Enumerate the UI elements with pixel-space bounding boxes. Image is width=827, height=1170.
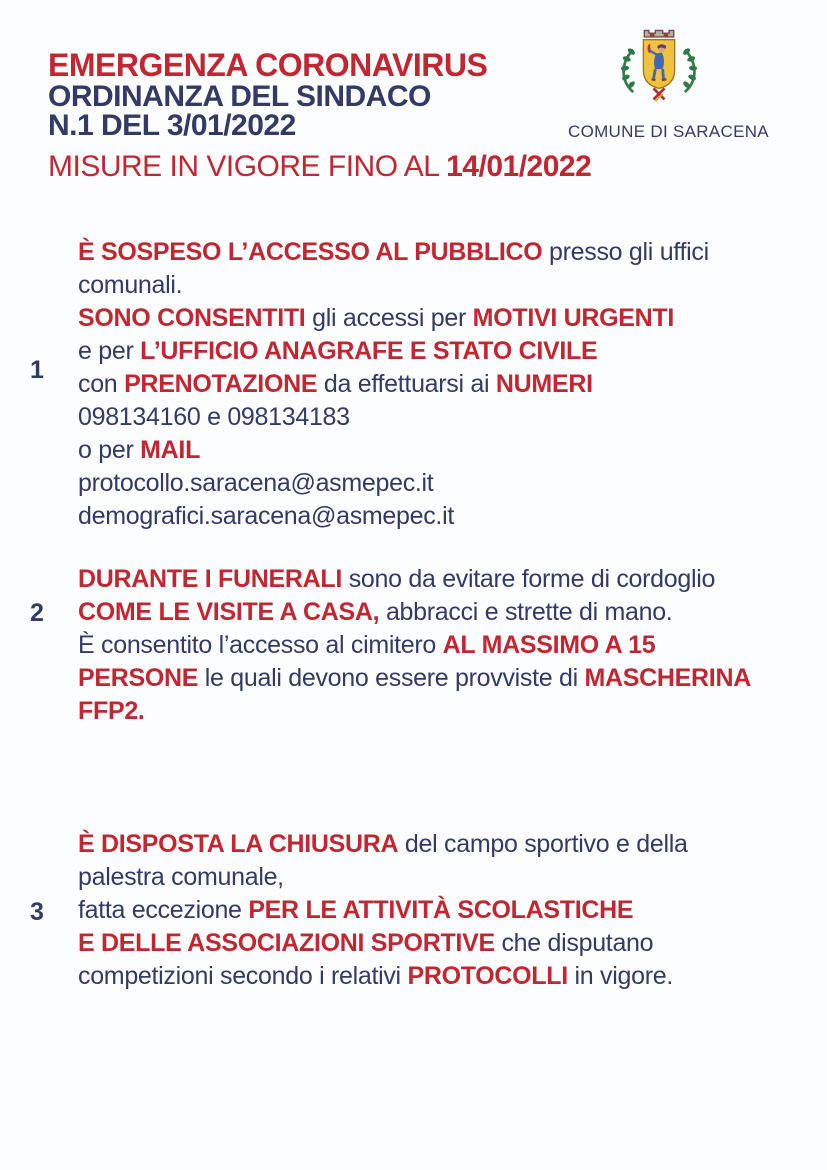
validity-date: 14/01/2022 bbox=[446, 150, 592, 183]
main-title: EMERGENZA CORONAVIRUS bbox=[48, 47, 488, 83]
validity-prefix: MISURE IN VIGORE FINO AL bbox=[48, 150, 447, 183]
body-text: che disputano bbox=[494, 929, 654, 957]
measure-number: 3 bbox=[30, 898, 44, 926]
poster-header bbox=[48, 48, 591, 184]
body-text: gli accessi per bbox=[305, 304, 473, 332]
text-line bbox=[78, 629, 827, 662]
emphasis-text: PROTOCOLLI bbox=[407, 962, 568, 990]
emphasis-text: L’UFFICIO ANAGRAFE E STATO CIVILE bbox=[140, 337, 598, 365]
text-line bbox=[78, 401, 827, 434]
emphasis-text: SONO CONSENTITI bbox=[78, 304, 306, 332]
emphasis-text: MAIL bbox=[140, 436, 201, 464]
emphasis-text: MOTIVI URGENTI bbox=[472, 304, 675, 332]
body-text: È consentito l’accesso al cimitero bbox=[78, 631, 443, 659]
emphasis-text: E DELLE ASSOCIAZIONI SPORTIVE bbox=[78, 929, 495, 957]
measure-text bbox=[78, 236, 827, 533]
emphasis-text: AL MASSIMO A 15 bbox=[442, 631, 656, 659]
body-text: 098134160 e 098134183 bbox=[78, 403, 350, 431]
text-line bbox=[78, 861, 827, 894]
body-text: palestra comunale, bbox=[78, 863, 284, 891]
emphasis-text: FFP2. bbox=[78, 697, 145, 725]
measure-section-1 bbox=[0, 236, 827, 533]
measure-text bbox=[78, 828, 827, 993]
body-text: e per bbox=[78, 337, 141, 365]
emphasis-text: COME LE VISITE A CASA, bbox=[78, 598, 380, 626]
measure-section-3 bbox=[0, 828, 827, 993]
body-text: da effettuarsi ai bbox=[317, 370, 496, 398]
measure-number: 2 bbox=[30, 599, 44, 627]
body-text: competizioni secondo i relativi bbox=[78, 962, 408, 990]
text-line bbox=[78, 467, 827, 500]
ordinance-line-1: ORDINANZA DEL SINDACO bbox=[48, 80, 431, 113]
text-line bbox=[78, 894, 827, 927]
emphasis-text: MASCHERINA bbox=[584, 664, 751, 692]
body-text: protocollo.saracena@asmepec.it bbox=[78, 469, 434, 497]
emphasis-text: È SOSPESO L’ACCESSO AL PUBBLICO bbox=[78, 238, 543, 266]
body-text: con bbox=[78, 370, 125, 398]
body-text: fatta eccezione bbox=[78, 896, 249, 924]
body-text: comunali. bbox=[78, 271, 183, 299]
emphasis-text: PER LE ATTIVITÀ SCOLASTICHE bbox=[248, 896, 634, 924]
text-line bbox=[78, 596, 827, 629]
emphasis-text: PRENOTAZIONE bbox=[124, 370, 318, 398]
body-text: demografici.saracena@asmepec.it bbox=[78, 502, 454, 530]
municipality-name: COMUNE DI SARACENA bbox=[568, 122, 769, 141]
body-text: in vigore. bbox=[567, 962, 673, 990]
body-text: sono da evitare forme di cordoglio bbox=[342, 565, 716, 593]
body-text: presso gli uffici bbox=[542, 238, 709, 266]
text-line bbox=[78, 662, 827, 695]
text-line bbox=[78, 269, 827, 302]
text-line bbox=[78, 927, 827, 960]
measure-section-2 bbox=[0, 563, 827, 728]
body-text: del campo sportivo e della bbox=[398, 830, 688, 858]
validity-line bbox=[48, 150, 591, 184]
emphasis-text: NUMERI bbox=[495, 370, 593, 398]
body-text: o per bbox=[78, 436, 141, 464]
text-line bbox=[78, 500, 827, 533]
emphasis-text: È DISPOSTA LA CHIUSURA bbox=[78, 830, 399, 858]
text-line bbox=[78, 335, 827, 368]
saracena-coat-of-arms-icon bbox=[613, 24, 705, 116]
body-text: le quali devono essere provviste di bbox=[198, 664, 585, 692]
emphasis-text: PERSONE bbox=[78, 664, 199, 692]
ordinance-line-2: N.1 DEL 3/01/2022 bbox=[48, 109, 296, 142]
text-line bbox=[78, 434, 827, 467]
text-line bbox=[78, 695, 827, 728]
text-line bbox=[78, 236, 827, 269]
text-line bbox=[78, 960, 827, 993]
emphasis-text: DURANTE I FUNERALI bbox=[78, 565, 343, 593]
body-text: abbracci e strette di mano. bbox=[379, 598, 673, 626]
text-line bbox=[78, 368, 827, 401]
text-line bbox=[78, 302, 827, 335]
municipality-brand bbox=[568, 24, 769, 142]
measure-number: 1 bbox=[30, 356, 44, 384]
measure-text bbox=[78, 563, 827, 728]
text-line bbox=[78, 828, 827, 861]
text-line bbox=[78, 563, 827, 596]
